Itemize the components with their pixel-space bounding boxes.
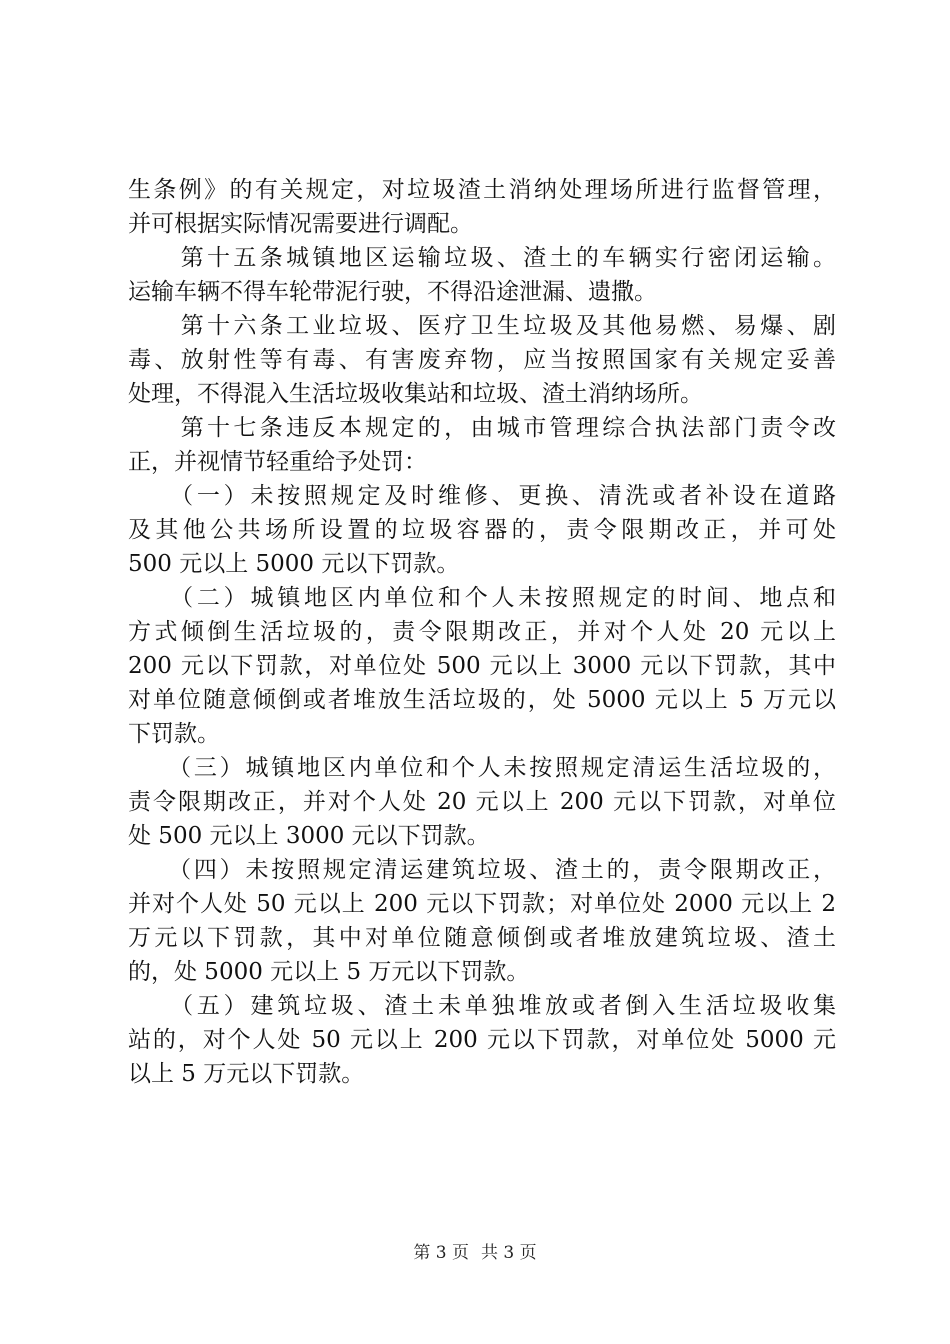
text-line: 处 500 元以上 3000 元以下罚款。 (128, 823, 490, 849)
text-line: 运输车辆不得车轮带泥行驶，不得沿途泄漏、遗撒。 (128, 279, 657, 305)
text-line: 及其他公共场所设置的垃圾容器的，责令限期改正，并可处 (128, 517, 836, 543)
text-line: （四）未按照规定清运建筑垃圾、渣土的，责令限期改正， (128, 857, 836, 883)
text-line: 站的，对个人处 50 元以上 200 元以下罚款，对单位处 5000 元 (128, 1027, 836, 1053)
text-line: 对单位随意倾倒或者堆放生活垃圾的，处 5000 元以上 5 万元以 (128, 687, 836, 713)
text-line: 第十五条城镇地区运输垃圾、渣土的车辆实行密闭运输。 (128, 245, 836, 271)
text-line: 并可根据实际情况需要进行调配。 (128, 211, 473, 237)
text-line: 以上 5 万元以下罚款。 (128, 1061, 365, 1087)
text-line: 的，处 5000 元以上 5 万元以下罚款。 (128, 959, 530, 985)
document-body (128, 173, 836, 1091)
text-line: 正，并视情节轻重给予处罚： (128, 449, 427, 475)
text-line: （一）未按照规定及时维修、更换、清洗或者补设在道路 (128, 483, 836, 509)
text-line: 方式倾倒生活垃圾的，责令限期改正，并对个人处 20 元以上 (128, 619, 836, 645)
text-line: 毒、放射性等有毒、有害废弃物，应当按照国家有关规定妥善 (128, 347, 836, 373)
text-line: 处理，不得混入生活垃圾收集站和垃圾、渣土消纳场所。 (128, 381, 703, 407)
page-number: 第 3 页 (413, 1243, 469, 1263)
text-line: 500 元以上 5000 元以下罚款。 (128, 551, 460, 577)
text-line: （五）建筑垃圾、渣土未单独堆放或者倒入生活垃圾收集 (128, 993, 836, 1019)
text-line: 200 元以下罚款，对单位处 500 元以上 3000 元以下罚款，其中 (128, 653, 836, 679)
text-line: 并对个人处 50 元以上 200 元以下罚款；对单位处 2000 元以上 2 (128, 891, 836, 917)
text-line: 第十六条工业垃圾、医疗卫生垃圾及其他易燃、易爆、剧 (128, 313, 836, 339)
text-line: 责令限期改正，并对个人处 20 元以上 200 元以下罚款，对单位 (128, 789, 836, 815)
text-line: 下罚款。 (128, 721, 220, 747)
text-line: 生条例》的有关规定，对垃圾渣土消纳处理场所进行监督管理， (128, 177, 836, 203)
text-line: （三）城镇地区内单位和个人未按照规定清运生活垃圾的， (128, 755, 836, 781)
page-total: 共 3 页 (481, 1243, 537, 1263)
page-footer (0, 1241, 950, 1265)
text-line: 第十七条违反本规定的，由城市管理综合执法部门责令改 (128, 415, 836, 441)
text-line: 万元以下罚款，其中对单位随意倾倒或者堆放建筑垃圾、渣土 (128, 925, 836, 951)
text-line: （二）城镇地区内单位和个人未按照规定的时间、地点和 (128, 585, 836, 611)
